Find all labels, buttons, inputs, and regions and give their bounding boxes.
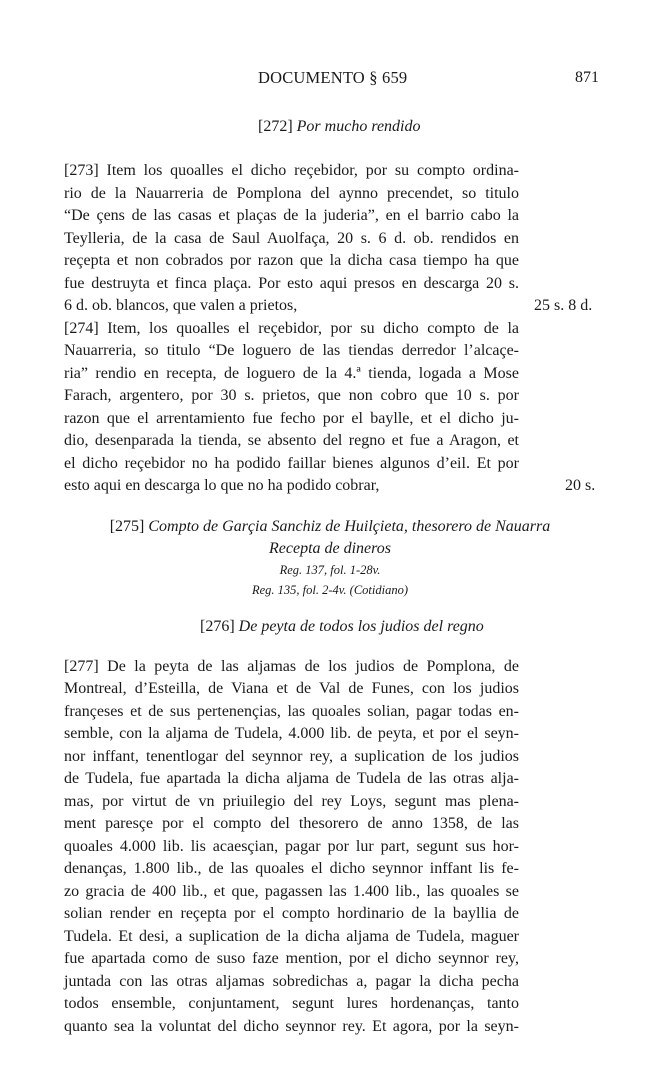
paragraph-line: denanças, 1.800 lib., de las quoales el dicho seynnor inffant lis fe- (64, 860, 519, 877)
page-number: 871 (575, 69, 599, 86)
running-title: DOCUMENTO § 659 (258, 68, 408, 87)
paragraph-line: todos ensemble, conjuntament, segunt lures hordenanças, tanto (64, 995, 519, 1012)
amount-273: 25 s. 8 d. (534, 297, 593, 314)
paragraph-line: Montreal, d’Esteilla, de Viana et de Val de Funes, con los judios (64, 680, 519, 697)
paragraph-line: Farach, argentero, por 30 s. prietos, que non cobro que 10 s. por (64, 387, 519, 404)
paragraph-line: juntada con las otras aljamas sobredichas a, pagar la dicha pecha (64, 972, 519, 990)
paragraph-line: de Tudela, fue apartada la dicha aljama de Tudela de las otras alja- (64, 770, 519, 787)
section-275-title (0, 516, 660, 538)
paragraph-line: [277] De la peyta de las aljamas de los judios de Pomplona, de (64, 657, 519, 675)
section-275-subtitle: Recepta de dineros (268, 539, 392, 557)
paragraph-line: fue apartada como de suso faze mention, por el dicho seynnor rey, (64, 950, 519, 967)
paragraph-line: nor inffant, tenentlogar del seynnor rey, a suplication de los judios (64, 747, 519, 765)
section-number: [272] (258, 118, 293, 135)
paragraph-line: 6 d. ob. blancos, que valen a prietos, (64, 297, 298, 314)
paragraph-line: semble, con la aljama de Tudela, 4.000 lib. de peyta, et por el seyn- (64, 725, 519, 742)
section-title: De peyta de todos los judios del regno (238, 617, 484, 635)
paragraph-line: esto aqui en descarga lo que no ha podido cobrar, (64, 477, 380, 494)
paragraph-final-row (64, 475, 596, 498)
paragraph-final-row (64, 295, 593, 318)
paragraph-line: françeses et de sus pertenençias, las quoales solian, pagar todas en- (64, 702, 519, 720)
paragraph-line: dio, desenparada la tienda, se absento del regno et fue a Aragon, et (64, 432, 519, 449)
paragraph-line: “De çens de las casas et plaças de la juderia”, en el barrio cabo la (64, 207, 519, 224)
paragraph-line: Nauarreria, so titulo “De loguero de las tiendas derredor l’alcaçe- (64, 342, 519, 359)
section-276-heading (200, 616, 660, 638)
paragraph-line: Tudela. Et desi, a suplication de la dicha aljama de Tudela, maguer (64, 927, 519, 945)
paragraph-line: razon que el arrentamiento fue fecho por el baylle, et el dicho ju- (64, 409, 519, 427)
section-275-heading (0, 516, 660, 600)
paragraph-line: solian render en reçepta por el compto hordinario de la bayllia de (64, 905, 519, 922)
paragraph-line: [273] Item los quoalles el dicho reçebidor, por su compto ordina- (64, 162, 519, 179)
section-title: Por mucho rendido (296, 118, 421, 135)
paragraph-line: quoales 4.000 lib. lis acaesçian, pagar por lur part, segunt sus hor- (64, 837, 519, 855)
paragraph-line: rio de la Nauarreria de Pomplona del aynno precendet, so titulo (64, 184, 519, 202)
paragraph-line: Teylleria, de la casa de Saul Auolfaça, 20 s. 6 d. ob. rendidos en (64, 229, 519, 247)
paragraph-277 (64, 656, 519, 1039)
section-title: Compto de Garçia Sanchiz de Huilçieta, thesorero de Nauarra (148, 517, 551, 535)
paragraph-line: zo gracia de 400 lib., et que, pagassen las 1.400 lib., las quoales se (64, 882, 519, 900)
paragraph-line: reçepta et non cobrados por razon que la dicha casa tiempo ha que (64, 252, 519, 269)
paragraph-line: [274] Item, los quoalles el reçebidor, por su dicho compto de la (64, 319, 519, 337)
section-number: [276] (200, 617, 235, 635)
paragraph-line: el dicho reçebidor no ha podido faillar bienes algunos d’eil. Et por (64, 454, 519, 472)
paragraph-line: ria” rendio en recepta, de loguero de la 4.ª tienda, logada a Mose (64, 364, 519, 382)
register-reference: Reg. 135, fol. 2-4v. (Cotidiano) (252, 582, 408, 597)
paragraph-line: quanto sea la voluntat del dicho seynnor rey. Et agora, por la seyn- (64, 1017, 519, 1035)
paragraph-274 (64, 318, 596, 498)
page-header (0, 66, 660, 90)
paragraph-line: fue destruyta et finca plaça. Por esto aqui presos en descarga 20 s. (64, 274, 519, 292)
paragraph-273 (64, 160, 593, 318)
amount-274: 20 s. (565, 477, 596, 494)
section-272-heading (258, 116, 660, 138)
paragraph-line: mas, por virtut de vn priuilegio del rey Loys, segunt mas plena- (64, 792, 519, 810)
paragraph-line: ment paresçe por el compto del thesorero de anno 1358, de las (64, 815, 519, 832)
register-reference: Reg. 137, fol. 1-28v. (279, 562, 381, 577)
section-number: [275] (109, 517, 145, 535)
